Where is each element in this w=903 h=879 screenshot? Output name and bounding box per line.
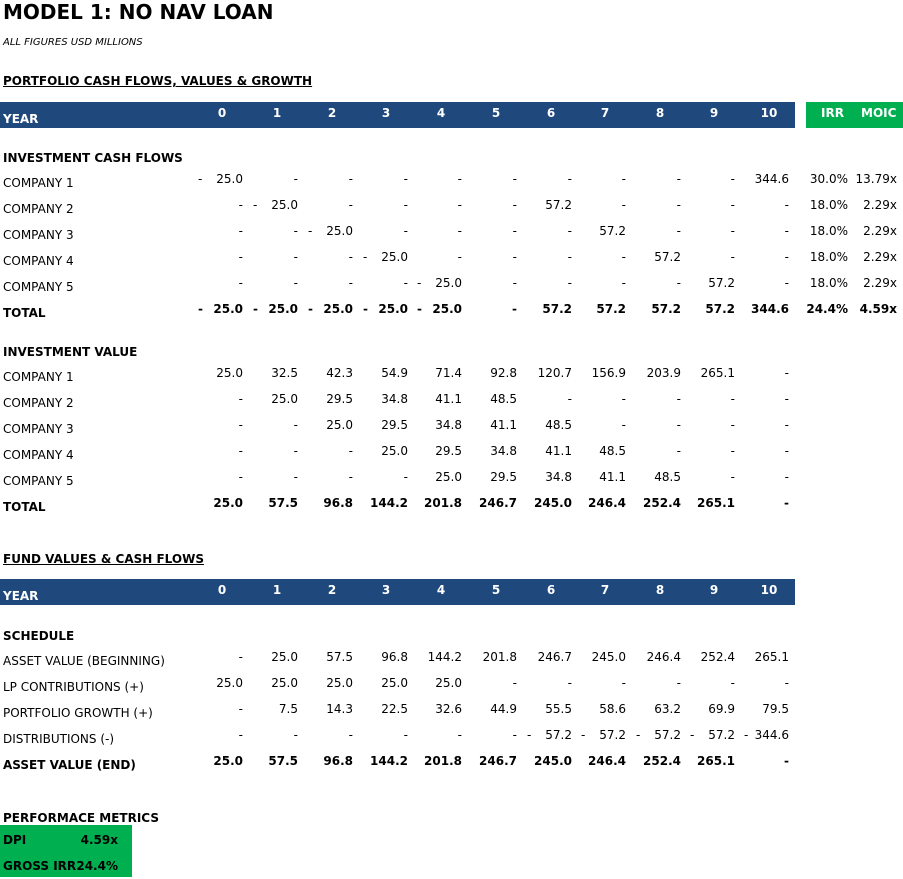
cell-year-10: - [784,444,789,458]
cell-year-2: 25.0 [326,224,353,238]
cell-year-2: 57.5 [326,650,353,664]
cell-year-8: 57.2 [654,728,681,742]
cell-year-4: - [457,250,462,264]
cell-year-5: - [512,276,517,290]
cell-year-7: 58.6 [599,702,626,716]
cell-year-2: 25.0 [326,418,353,432]
cell-year-3: 22.5 [381,702,408,716]
cell-year-8: 252.4 [643,754,681,768]
cell-year-8: 57.2 [654,250,681,264]
cell-year-3: 96.8 [381,650,408,664]
cell-year-9: 265.1 [697,496,735,510]
table-row [0,470,903,490]
cell-year-0: - [238,224,243,238]
cell-year-1: 25.0 [271,198,298,212]
negative-marker: - [363,250,368,264]
year-1: 1 [272,106,282,120]
cell-year-10: - [784,496,789,510]
year-label: YEAR [3,112,39,126]
negative-marker: - [527,728,532,742]
cell-year-3: 29.5 [381,418,408,432]
moic-cell: 4.59x [859,302,897,316]
cell-year-4: 29.5 [435,444,462,458]
table-row [0,172,903,192]
cell-year-3: - [403,276,408,290]
cell-year-9: 57.2 [708,728,735,742]
cell-year-3: - [403,224,408,238]
cell-year-10: 344.6 [754,172,789,186]
table-row [0,250,903,270]
table-row [0,366,903,386]
cell-year-9: - [730,470,735,484]
cell-year-5: - [512,198,517,212]
cell-year-2: - [348,198,353,212]
cell-year-6: - [567,172,572,186]
year-1: 1 [272,583,282,597]
cell-year-3: 144.2 [370,496,408,510]
cell-year-5: - [512,728,517,742]
cell-year-8: 63.2 [654,702,681,716]
metrics-header-band [806,102,903,128]
moic-header: MOIC [861,106,897,120]
table-row [0,418,903,438]
gross-irr-value: 24.4% [76,859,118,873]
cell-year-6: - [567,250,572,264]
row-label: ASSET VALUE (END) [3,758,136,772]
cell-year-4: 41.1 [435,392,462,406]
row-label: COMPANY 3 [3,228,74,242]
cell-year-4: 34.8 [435,418,462,432]
cell-year-6: 245.0 [534,496,572,510]
cell-year-1: - [293,728,298,742]
table-row [0,224,903,244]
cell-year-0: - [238,728,243,742]
irr-cell: 18.0% [809,224,848,238]
cell-year-9: 252.4 [700,650,735,664]
cell-year-2: - [348,250,353,264]
year-7: 7 [600,583,610,597]
negative-marker: - [744,728,749,742]
cell-year-3: 25.0 [378,302,408,316]
cell-year-10: 344.6 [754,728,789,742]
cell-year-2: 42.3 [326,366,353,380]
cell-year-8: - [676,676,681,690]
cell-year-5: 92.8 [490,366,517,380]
cell-year-3: 25.0 [381,676,408,690]
cell-year-1: 25.0 [271,650,298,664]
cell-year-7: 57.2 [596,302,626,316]
year-0: 0 [217,106,227,120]
moic-cell: 13.79x [855,172,897,186]
cell-year-0: - [238,198,243,212]
row-label: TOTAL [3,500,46,514]
cell-year-4: 25.0 [432,302,462,316]
cell-year-9: - [730,250,735,264]
cell-year-2: - [348,470,353,484]
table-row [0,444,903,464]
cell-year-0: 25.0 [213,754,243,768]
cell-year-7: - [621,418,626,432]
irr-cell: 24.4% [806,302,848,316]
negative-marker: - [581,728,586,742]
cell-year-6: 245.0 [534,754,572,768]
year-5: 5 [491,583,501,597]
moic-cell: 2.29x [863,198,897,212]
cell-year-1: - [293,250,298,264]
cell-year-8: 246.4 [646,650,681,664]
cell-year-5: - [512,250,517,264]
row-label: LP CONTRIBUTIONS (+) [3,680,144,694]
cell-year-0: - [238,702,243,716]
cell-year-1: 25.0 [271,392,298,406]
cell-year-7: 57.2 [599,728,626,742]
cell-year-9: 265.1 [700,366,735,380]
cell-year-6: - [567,224,572,238]
year-2: 2 [327,106,337,120]
cell-year-4: 144.2 [427,650,462,664]
cell-year-1: 57.5 [268,754,298,768]
row-label: COMPANY 5 [3,280,74,294]
cell-year-1: 57.5 [268,496,298,510]
cell-year-4: - [457,728,462,742]
negative-marker: - [308,224,313,238]
negative-marker: - [417,276,422,290]
cell-year-4: 25.0 [435,676,462,690]
cell-year-6: 57.2 [545,198,572,212]
cell-year-2: 29.5 [326,392,353,406]
cell-year-10: - [784,676,789,690]
cell-year-8: 57.2 [651,302,681,316]
year-4: 4 [436,583,446,597]
cell-year-10: - [784,366,789,380]
cell-year-7: 41.1 [599,470,626,484]
cell-year-9: - [730,224,735,238]
cell-year-6: - [567,276,572,290]
cell-year-2: - [348,728,353,742]
cell-year-4: - [457,224,462,238]
cell-year-6: 120.7 [537,366,572,380]
year-header-band-2 [0,579,795,605]
cell-year-0: 25.0 [216,366,243,380]
cell-year-4: 32.6 [435,702,462,716]
cell-year-6: - [567,392,572,406]
performance-metrics-box [0,825,132,877]
cell-year-10: - [784,754,789,768]
cell-year-3: - [403,198,408,212]
dpi-label: DPI [3,833,27,847]
cell-year-4: - [457,172,462,186]
year-header-band-1 [0,102,795,128]
performance-heading: PERFORMACE METRICS [3,811,159,825]
cell-year-1: - [293,172,298,186]
cell-year-2: - [348,172,353,186]
irr-cell: 18.0% [809,198,848,212]
year-6: 6 [546,106,556,120]
cell-year-6: 41.1 [545,444,572,458]
cell-year-0: - [238,276,243,290]
moic-cell: 2.29x [863,276,897,290]
moic-cell: 2.29x [863,224,897,238]
cell-year-5: 34.8 [490,444,517,458]
row-label: ASSET VALUE (BEGINNING) [3,654,165,668]
year-5: 5 [491,106,501,120]
cell-year-5: - [512,172,517,186]
negative-marker: - [417,302,422,316]
irr-cell: 30.0% [809,172,848,186]
negative-marker: - [308,302,313,316]
cell-year-10: - [784,392,789,406]
moic-cell: 2.29x [863,250,897,264]
cell-year-1: 25.0 [268,302,298,316]
cell-year-10: - [784,470,789,484]
row-label: COMPANY 1 [3,370,74,384]
cell-year-3: - [403,728,408,742]
cell-year-9: - [730,676,735,690]
cell-year-2: 14.3 [326,702,353,716]
section-heading-portfolio: PORTFOLIO CASH FLOWS, VALUES & GROWTH [3,74,313,88]
negative-marker: - [198,302,203,316]
cell-year-8: - [676,276,681,290]
investment-value-heading: INVESTMENT VALUE [3,345,138,359]
cell-year-10: 265.1 [754,650,789,664]
negative-marker: - [636,728,641,742]
year-4: 4 [436,106,446,120]
cell-year-8: - [676,172,681,186]
cell-year-1: - [293,444,298,458]
cell-year-7: - [621,172,626,186]
negative-marker: - [690,728,695,742]
table-row [0,650,903,670]
year-8: 8 [655,583,665,597]
year-9: 9 [709,583,719,597]
cell-year-3: - [403,470,408,484]
cell-year-8: - [676,224,681,238]
cell-year-2: 25.0 [326,676,353,690]
cell-year-1: - [293,470,298,484]
cell-year-5: 246.7 [479,496,517,510]
year-label: YEAR [3,589,39,603]
year-10: 10 [760,106,778,120]
irr-header: IRR [821,106,844,120]
cell-year-0: 25.0 [216,172,243,186]
cell-year-1: 25.0 [271,676,298,690]
cell-year-7: - [621,276,626,290]
table-row [0,198,903,218]
cell-year-7: - [621,676,626,690]
row-label: PORTFOLIO GROWTH (+) [3,706,153,720]
cell-year-9: 265.1 [697,754,735,768]
cell-year-8: 203.9 [646,366,681,380]
cell-year-0: - [238,418,243,432]
negative-marker: - [198,172,203,186]
cell-year-10: - [784,224,789,238]
cell-year-9: - [730,444,735,458]
cell-year-9: 57.2 [705,302,735,316]
cash-flows-heading: INVESTMENT CASH FLOWS [3,151,183,165]
cell-year-6: 57.2 [545,728,572,742]
cell-year-5: 41.1 [490,418,517,432]
negative-marker: - [253,302,258,316]
cell-year-10: 79.5 [762,702,789,716]
negative-marker: - [253,198,258,212]
cell-year-3: 25.0 [381,444,408,458]
cell-year-1: - [293,224,298,238]
cell-year-10: - [784,198,789,212]
cell-year-3: 34.8 [381,392,408,406]
cell-year-10: - [784,276,789,290]
cell-year-3: 25.0 [381,250,408,264]
cell-year-6: - [567,676,572,690]
table-row [0,276,903,296]
dpi-value: 4.59x [80,833,118,847]
page-subtitle: ALL FIGURES USD MILLIONS [3,37,143,48]
cell-year-1: 32.5 [271,366,298,380]
cell-year-7: 57.2 [599,224,626,238]
year-8: 8 [655,106,665,120]
row-label: COMPANY 1 [3,176,74,190]
cell-year-4: 201.8 [424,496,462,510]
cell-year-5: 29.5 [490,470,517,484]
cell-year-7: - [621,392,626,406]
cell-year-5: 44.9 [490,702,517,716]
cell-year-8: 48.5 [654,470,681,484]
cell-year-5: - [512,676,517,690]
year-3: 3 [381,106,391,120]
cell-year-9: - [730,418,735,432]
row-label: COMPANY 2 [3,396,74,410]
cell-year-9: - [730,198,735,212]
cell-year-7: 246.4 [588,754,626,768]
cell-year-8: - [676,418,681,432]
table-row [0,676,903,696]
year-10: 10 [760,583,778,597]
cell-year-6: 34.8 [545,470,572,484]
cell-year-3: 144.2 [370,754,408,768]
negative-marker: - [363,302,368,316]
cell-year-9: 69.9 [708,702,735,716]
cell-year-3: 54.9 [381,366,408,380]
cell-year-2: 25.0 [323,302,353,316]
cell-year-0: 25.0 [213,496,243,510]
table-row [0,392,903,412]
cell-year-8: - [676,392,681,406]
row-label: COMPANY 4 [3,254,74,268]
irr-cell: 18.0% [809,276,848,290]
cell-year-8: 252.4 [643,496,681,510]
cell-year-9: - [730,172,735,186]
table-row [0,754,903,774]
table-row [0,702,903,722]
row-label: COMPANY 3 [3,422,74,436]
cell-year-4: - [457,198,462,212]
cell-year-7: 48.5 [599,444,626,458]
cell-year-1: - [293,276,298,290]
cell-year-2: - [348,444,353,458]
cell-year-9: - [730,392,735,406]
cell-year-10: - [784,418,789,432]
cell-year-4: 71.4 [435,366,462,380]
cell-year-2: 96.8 [323,496,353,510]
cell-year-7: 246.4 [588,496,626,510]
cell-year-4: 25.0 [435,276,462,290]
cell-year-5: - [512,224,517,238]
cell-year-6: 57.2 [542,302,572,316]
page-title: MODEL 1: NO NAV LOAN [3,0,274,24]
row-label: COMPANY 4 [3,448,74,462]
cell-year-7: - [621,250,626,264]
year-3: 3 [381,583,391,597]
table-row [0,496,903,516]
cell-year-3: - [403,172,408,186]
year-7: 7 [600,106,610,120]
year-6: 6 [546,583,556,597]
row-label: TOTAL [3,306,46,320]
cell-year-10: - [784,250,789,264]
row-label: COMPANY 5 [3,474,74,488]
year-9: 9 [709,106,719,120]
section-heading-fund: FUND VALUES & CASH FLOWS [3,552,204,566]
year-0: 0 [217,583,227,597]
row-label: COMPANY 2 [3,202,74,216]
cell-year-4: 201.8 [424,754,462,768]
year-2: 2 [327,583,337,597]
cell-year-0: 25.0 [213,302,243,316]
cell-year-5: 246.7 [479,754,517,768]
cell-year-0: - [238,444,243,458]
cell-year-0: - [238,250,243,264]
cell-year-8: - [676,444,681,458]
cell-year-5: 48.5 [490,392,517,406]
cell-year-0: - [238,650,243,664]
cell-year-6: 48.5 [545,418,572,432]
cell-year-1: - [293,418,298,432]
schedule-heading: SCHEDULE [3,629,75,643]
cell-year-7: - [621,198,626,212]
gross-irr-label: GROSS IRR [3,859,77,873]
cell-year-8: - [676,198,681,212]
cell-year-9: 57.2 [708,276,735,290]
cell-year-7: 156.9 [591,366,626,380]
cell-year-4: 25.0 [435,470,462,484]
cell-year-0: 25.0 [216,676,243,690]
table-row [0,728,903,748]
irr-cell: 18.0% [809,250,848,264]
cell-year-7: 245.0 [591,650,626,664]
cell-year-10: 344.6 [751,302,789,316]
table-row [0,302,903,322]
cell-year-6: 246.7 [537,650,572,664]
cell-year-0: - [238,470,243,484]
cell-year-6: 55.5 [545,702,572,716]
cell-year-1: 7.5 [278,702,298,716]
cell-year-2: - [348,276,353,290]
cell-year-5: - [512,302,517,316]
cell-year-0: - [238,392,243,406]
cell-year-5: 201.8 [482,650,517,664]
cell-year-2: 96.8 [323,754,353,768]
row-label: DISTRIBUTIONS (-) [3,732,115,746]
